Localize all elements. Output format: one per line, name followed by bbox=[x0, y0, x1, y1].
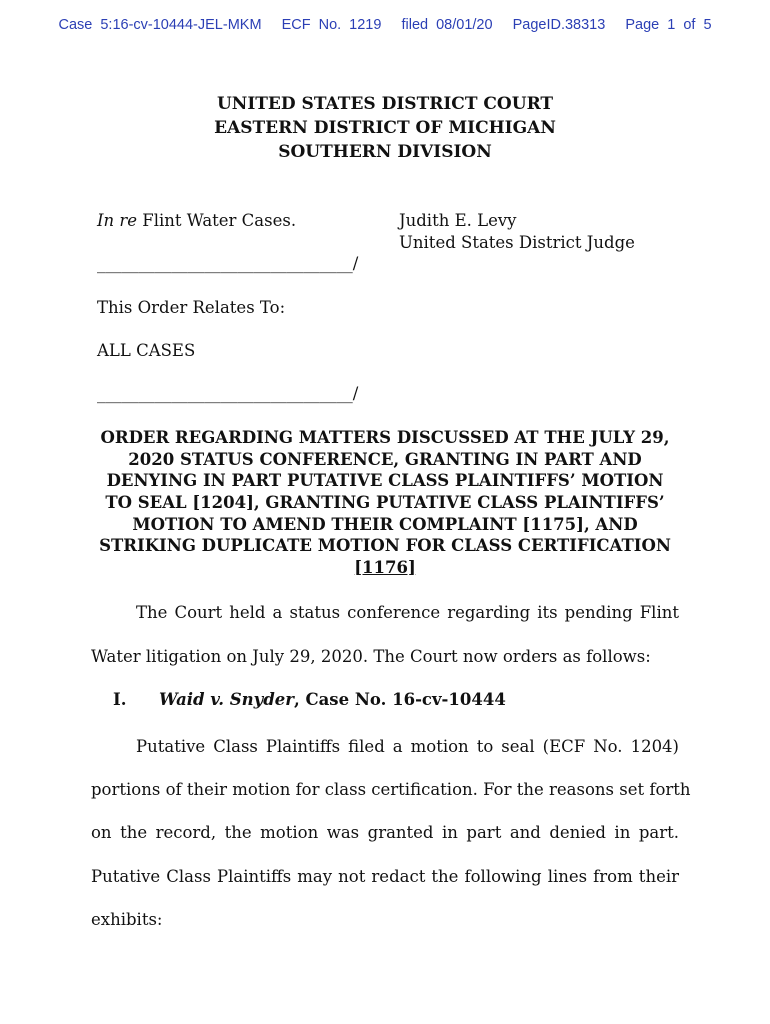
header-page-id: PageID.38313 bbox=[512, 17, 606, 33]
caption-rule-1: _______________________________/ bbox=[97, 254, 359, 273]
court-division-line: SOUTHERN DIVISION bbox=[278, 142, 492, 162]
court-district-line: EASTERN DISTRICT OF MICHIGAN bbox=[214, 118, 556, 138]
paragraph-2-line-3: on the record, the motion was granted in part and denied in part. bbox=[91, 823, 679, 842]
header-filed-date: filed 08/01/20 bbox=[401, 17, 493, 33]
order-relates-to: This Order Relates To: bbox=[97, 298, 286, 317]
paragraph-2-line-1: Putative Class Plaintiffs filed a motion to seal (ECF No. 1204) bbox=[136, 737, 679, 756]
order-title-line-4: TO SEAL [1204], GRANTING PUTATIVE CLASS PLAINTIFFS’ bbox=[105, 493, 665, 512]
case-caption bbox=[97, 211, 296, 230]
header-case-number: Case 5:16-cv-10444-JEL-MKM bbox=[58, 17, 262, 33]
all-cases-label: ALL CASES bbox=[97, 341, 196, 360]
ecf-header bbox=[0, 17, 770, 33]
judge-title: United States District Judge bbox=[399, 233, 635, 252]
section-case-number: , Case No. 16-cv-10444 bbox=[293, 690, 506, 709]
paragraph-2-line-5: exhibits: bbox=[91, 910, 163, 929]
paragraph-1-line-2: Water litigation on July 29, 2020. The Court now orders as follows: bbox=[91, 647, 651, 666]
order-title-line-6: STRIKING DUPLICATE MOTION FOR CLASS CERTIFICATION bbox=[99, 536, 671, 555]
judge-name: Judith E. Levy bbox=[399, 211, 517, 230]
section-number: I. bbox=[113, 690, 127, 709]
in-re-label: In re bbox=[97, 211, 138, 230]
paragraph-2-line-4: Putative Class Plaintiffs may not redact the following lines from their bbox=[91, 867, 679, 886]
order-title-line-5: MOTION TO AMEND THEIR COMPLAINT [1175], AND bbox=[132, 515, 638, 534]
section-case-name: Waid v. Snyder bbox=[159, 690, 294, 709]
order-title-line-2: 2020 STATUS CONFERENCE, GRANTING IN PART AND bbox=[128, 450, 642, 469]
order-title-line-1: ORDER REGARDING MATTERS DISCUSSED AT THE JULY 29, bbox=[100, 428, 670, 447]
paragraph-2-line-2: portions of their motion for class certification. For the reasons set forth bbox=[91, 780, 691, 799]
section-heading bbox=[159, 690, 506, 709]
court-name-line: UNITED STATES DISTRICT COURT bbox=[216, 94, 554, 114]
header-ecf-number: ECF No. 1219 bbox=[281, 17, 382, 33]
order-title-line-7: [1176] bbox=[354, 558, 416, 577]
paragraph-1-line-1: The Court held a status conference regarding its pending Flint bbox=[136, 603, 679, 622]
caption-rule-2: _______________________________/ bbox=[97, 384, 359, 403]
header-page-count: Page 1 of 5 bbox=[625, 17, 712, 33]
case-name: Flint Water Cases. bbox=[137, 211, 297, 230]
order-title-line-3: DENYING IN PART PUTATIVE CLASS PLAINTIFFS’ MOTION bbox=[106, 471, 664, 490]
